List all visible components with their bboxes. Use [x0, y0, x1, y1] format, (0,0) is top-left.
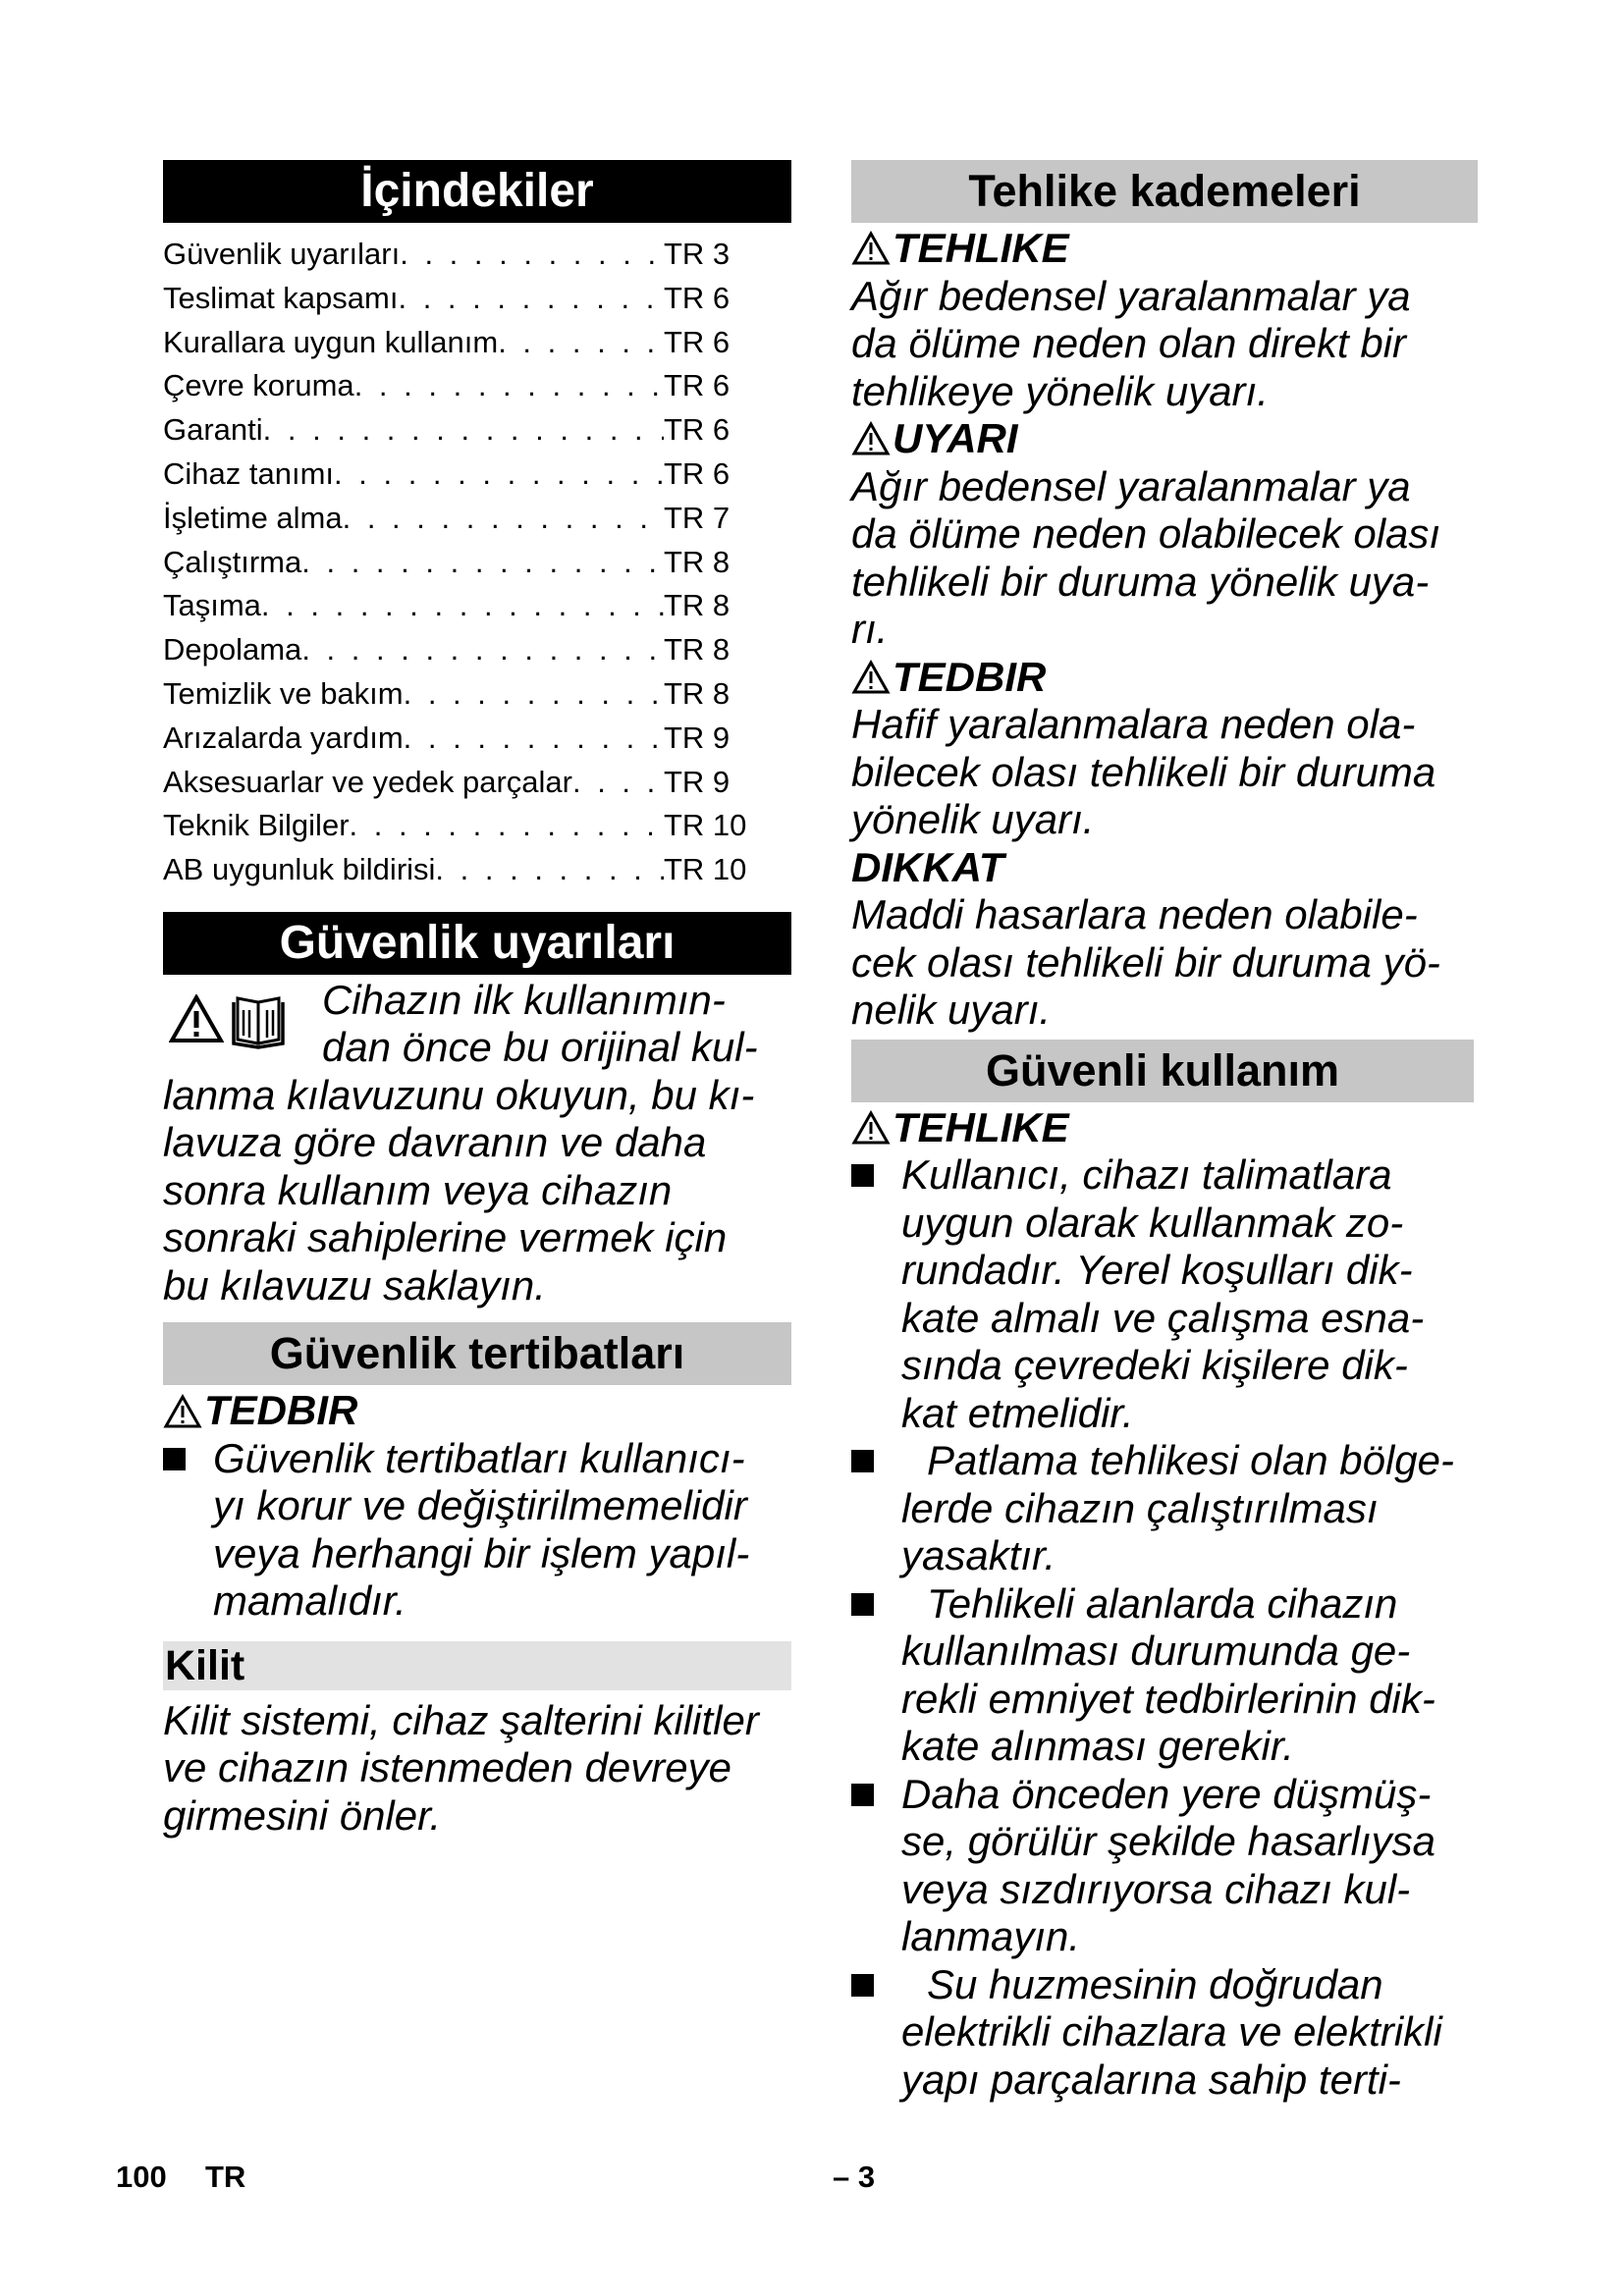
- level-signal: [851, 225, 1480, 273]
- bullet-line: kate alınması gerekir.: [901, 1723, 1294, 1769]
- level-line: bilecek olası tehlikeli bir duruma: [851, 748, 1436, 795]
- toc-entry: [163, 541, 782, 585]
- bullet-text: [901, 1771, 1480, 1961]
- usage-signal: [851, 1104, 1480, 1152]
- usage-bullet: [851, 1771, 1480, 1961]
- toc-leader-dots: [404, 672, 664, 717]
- toc-entry-title: Teslimat kapsamı: [163, 280, 399, 315]
- warning-manual-icons: [169, 994, 291, 1051]
- bullet-line: kat etmelidir.: [901, 1389, 1134, 1436]
- toc-entry-page: TR 6: [664, 324, 731, 359]
- toc-entry-page: TR 7: [664, 500, 731, 535]
- warning-icon: [851, 1110, 891, 1146]
- toc-entry-page: TR 6: [664, 455, 731, 491]
- signal-word: DIKKAT: [851, 843, 1004, 890]
- warning-icon: [851, 231, 891, 266]
- warning-icon: [851, 660, 891, 695]
- level-line: Maddi hasarlara neden olabile-: [851, 891, 1418, 937]
- usage-bullets: [851, 1151, 1480, 2104]
- level-line: yönelik uyarı.: [851, 796, 1095, 842]
- lock-heading: Kilit: [163, 1641, 791, 1690]
- right-column: [851, 160, 1480, 2104]
- toc-leader-dots: [301, 628, 664, 672]
- level-signal: [851, 654, 1480, 702]
- bullet-square: [851, 1784, 874, 1806]
- toc-leader-dots: [435, 848, 664, 892]
- footer-page-number: 100: [116, 2160, 167, 2194]
- bullet-line: Kullanıcı, cihazı talimatlara: [901, 1151, 1392, 1198]
- toc-entry-page: TR 10: [664, 852, 747, 887]
- toc-entry-page: TR 8: [664, 588, 731, 623]
- toc-entry-page: TR 6: [664, 412, 731, 448]
- toc-entry: [163, 717, 782, 761]
- bullet-line: elektrikli cihazlara ve elektrikli: [901, 2008, 1442, 2055]
- left-column: [163, 160, 791, 1840]
- footer-language: TR: [205, 2160, 246, 2194]
- toc-entry-title: Garanti: [163, 412, 263, 448]
- toc-entry-title: Çevre koruma: [163, 368, 354, 403]
- toc-leader-dots: [404, 717, 664, 761]
- bullet-line: kate almalı ve çalışma esna-: [901, 1294, 1425, 1341]
- usage-bullet: [851, 1437, 1480, 1580]
- toc-entry-page: TR 8: [664, 544, 731, 579]
- bullet-line: lerde cihazın çalıştırılması: [901, 1484, 1379, 1531]
- bullet-text: [901, 1437, 1480, 1580]
- bullet-line: veya sızdırıyorsa cihazı kul-: [901, 1865, 1411, 1912]
- bullet-line: Patlama tehlikesi olan bölge-: [927, 1437, 1454, 1483]
- toc-leader-dots: [301, 541, 664, 585]
- toc-entry: [163, 584, 782, 628]
- lock-text: [163, 1697, 791, 1841]
- toc-leader-dots: [572, 761, 664, 805]
- toc-entry-page: TR 3: [664, 237, 731, 271]
- safety-heading: Güvenlik uyarıları: [163, 912, 791, 975]
- toc-entry-page: TR 6: [664, 368, 731, 403]
- toc-entry: [163, 233, 782, 277]
- signal-word: TEHLIKE: [893, 1103, 1069, 1150]
- toc-leader-dots: [398, 277, 664, 321]
- bullet-line: Daha önceden yere düşmüş-: [901, 1770, 1432, 1817]
- toc-entry-title: Taşıma: [163, 588, 261, 623]
- intro-line: Cihazın ilk kullanımın-: [322, 976, 726, 1023]
- toc-entry-title: Depolama: [163, 632, 302, 667]
- toc-entry-title: Güvenlik uyarıları: [163, 237, 401, 271]
- level-line: rı.: [851, 606, 889, 652]
- toc-entry: [163, 321, 782, 365]
- usage-bullet: [851, 1151, 1480, 1437]
- devices-heading: Güvenlik tertibatları: [163, 1322, 791, 1385]
- toc-entry-title: Cihaz tanımı: [163, 455, 335, 491]
- manual-book-icon: [226, 994, 291, 1051]
- bullet-line: Su huzmesinin doğrudan: [927, 1960, 1383, 2007]
- bullet-line: kullanılması durumunda ge-: [901, 1628, 1411, 1674]
- bullet-line: sında çevredeki kişilere dik-: [901, 1342, 1408, 1388]
- lock-line: ve cihazın istenmeden devreye: [163, 1744, 731, 1791]
- devices-bullet: [163, 1435, 791, 1626]
- level-signal: [851, 415, 1480, 463]
- intro-line: dan önce bu orijinal kul-: [322, 1024, 758, 1071]
- level-line: cek olası tehlikeli bir duruma yö-: [851, 938, 1440, 986]
- level-line: tehlikeli bir duruma yönelik uya-: [851, 558, 1430, 605]
- intro-line: bu kılavuzu saklayın.: [163, 1261, 546, 1308]
- usage-heading: Güvenli kullanım: [851, 1040, 1474, 1102]
- toc-entry-page: TR 9: [664, 764, 731, 799]
- bullet-square: [163, 1448, 186, 1470]
- toc-entry: [163, 497, 782, 541]
- bullet-line: yasaktır.: [901, 1532, 1056, 1578]
- bullet-square: [851, 1450, 874, 1472]
- level-signal: [851, 844, 1480, 892]
- intro-line: sonra kullanım veya cihazın: [163, 1166, 673, 1213]
- toc-leader-dots: [343, 497, 664, 541]
- bullet-line: Tehlikeli alanlarda cihazın: [927, 1579, 1398, 1627]
- bullet-line: rundadır. Yerel koşulları dik-: [901, 1247, 1413, 1293]
- signal-word: TEDBIR: [204, 1387, 358, 1434]
- toc-entry-page: TR 8: [664, 675, 731, 711]
- toc-entry-page: TR 10: [664, 808, 747, 843]
- lock-line: Kilit sistemi, cihaz şalterini kilitler: [163, 1696, 759, 1743]
- toc-entry: [163, 804, 782, 848]
- toc-entry: [163, 453, 782, 497]
- toc-entry-title: Çalıştırma: [163, 544, 302, 579]
- bullet-line: yapı parçalarına sahip terti-: [901, 2056, 1401, 2103]
- warning-icon: [163, 1394, 202, 1429]
- toc-entry: [163, 761, 782, 805]
- bullet-text: [901, 1580, 1480, 1771]
- intro-line: lavuza göre davranın ve daha: [163, 1119, 707, 1166]
- toc-entry: [163, 408, 782, 453]
- bullet-square: [851, 1974, 874, 1997]
- devices-signal: [163, 1387, 791, 1435]
- bullet-text: [901, 1151, 1480, 1437]
- signal-word: UYARI: [893, 415, 1018, 461]
- levels-list: [851, 225, 1480, 1035]
- level-line: Ağır bedensel yaralanmalar ya: [851, 272, 1411, 319]
- toc-heading: İçindekiler: [163, 160, 791, 223]
- toc-entry: [163, 277, 782, 321]
- bullet-line: yı korur ve değiştirilmemelidir: [213, 1482, 747, 1529]
- signal-word: TEHLIKE: [893, 225, 1069, 271]
- bullet-text: [901, 1961, 1480, 2105]
- footer-section-page: – 3: [833, 2160, 876, 2194]
- toc-leader-dots: [350, 804, 664, 848]
- bullet-square: [851, 1593, 874, 1616]
- toc-entry-title: Temizlik ve bakım: [163, 675, 404, 711]
- level-line: da ölüme neden olabilecek olası: [851, 510, 1441, 557]
- toc-list: [163, 233, 791, 892]
- toc-leader-dots: [261, 584, 664, 628]
- bullet-line: uygun olarak kullanmak zo-: [901, 1199, 1404, 1246]
- bullet-square: [851, 1164, 874, 1187]
- level-line: Hafif yaralanmalara neden ola-: [851, 701, 1416, 747]
- warning-icon: [851, 421, 891, 456]
- toc-entry-page: TR 8: [664, 632, 731, 667]
- toc-entry: [163, 364, 782, 408]
- toc-entry-title: İşletime alma: [163, 500, 343, 535]
- toc-entry-title: Arızalarda yardım: [163, 720, 404, 755]
- toc-entry: [163, 672, 782, 717]
- toc-entry: [163, 848, 782, 892]
- level-line: Ağır bedensel yaralanmalar ya: [851, 462, 1411, 509]
- toc-leader-dots: [263, 408, 664, 453]
- bullet-text: [213, 1435, 791, 1626]
- bullet-line: se, görülür şekilde hasarlıysa: [901, 1818, 1435, 1864]
- usage-bullet: [851, 1580, 1480, 1771]
- usage-bullet: [851, 1961, 1480, 2105]
- levels-heading: Tehlike kademeleri: [851, 160, 1478, 223]
- toc-entry-title: Kurallara uygun kullanım: [163, 324, 499, 359]
- signal-word: TEDBIR: [893, 653, 1047, 700]
- bullet-line: lanmayın.: [901, 1913, 1081, 1959]
- level-line: da ölüme neden olan direkt bir: [851, 320, 1407, 366]
- lock-line: girmesini önler.: [163, 1791, 442, 1839]
- bullet-line: veya herhangi bir işlem yapıl-: [213, 1529, 750, 1576]
- toc-entry-title: Teknik Bilgiler: [163, 808, 350, 843]
- bullet-line: rekli emniyet tedbirlerinin dik-: [901, 1675, 1435, 1722]
- toc-leader-dots: [498, 321, 664, 365]
- warning-icon: [169, 994, 224, 1043]
- toc-leader-dots: [334, 453, 664, 497]
- level-line: nelik uyarı.: [851, 987, 1052, 1033]
- intro-line: lanma kılavuzunu okuyun, bu kı-: [163, 1071, 755, 1118]
- level-line: tehlikeye yönelik uyarı.: [851, 367, 1269, 414]
- bullet-line: mamalıdır.: [213, 1577, 406, 1625]
- toc-entry-title: Aksesuarlar ve yedek parçalar: [163, 764, 572, 799]
- toc-entry: [163, 628, 782, 672]
- toc-entry-page: TR 6: [664, 280, 731, 315]
- safety-intro: [163, 977, 791, 1310]
- toc-leader-dots: [354, 364, 664, 408]
- toc-leader-dots: [400, 233, 664, 277]
- bullet-line: Güvenlik tertibatları kullanıcı-: [213, 1434, 745, 1481]
- intro-line: sonraki sahiplerine vermek için: [163, 1214, 728, 1261]
- toc-entry-title: AB uygunluk bildirisi: [163, 852, 436, 887]
- toc-entry-page: TR 9: [664, 720, 731, 755]
